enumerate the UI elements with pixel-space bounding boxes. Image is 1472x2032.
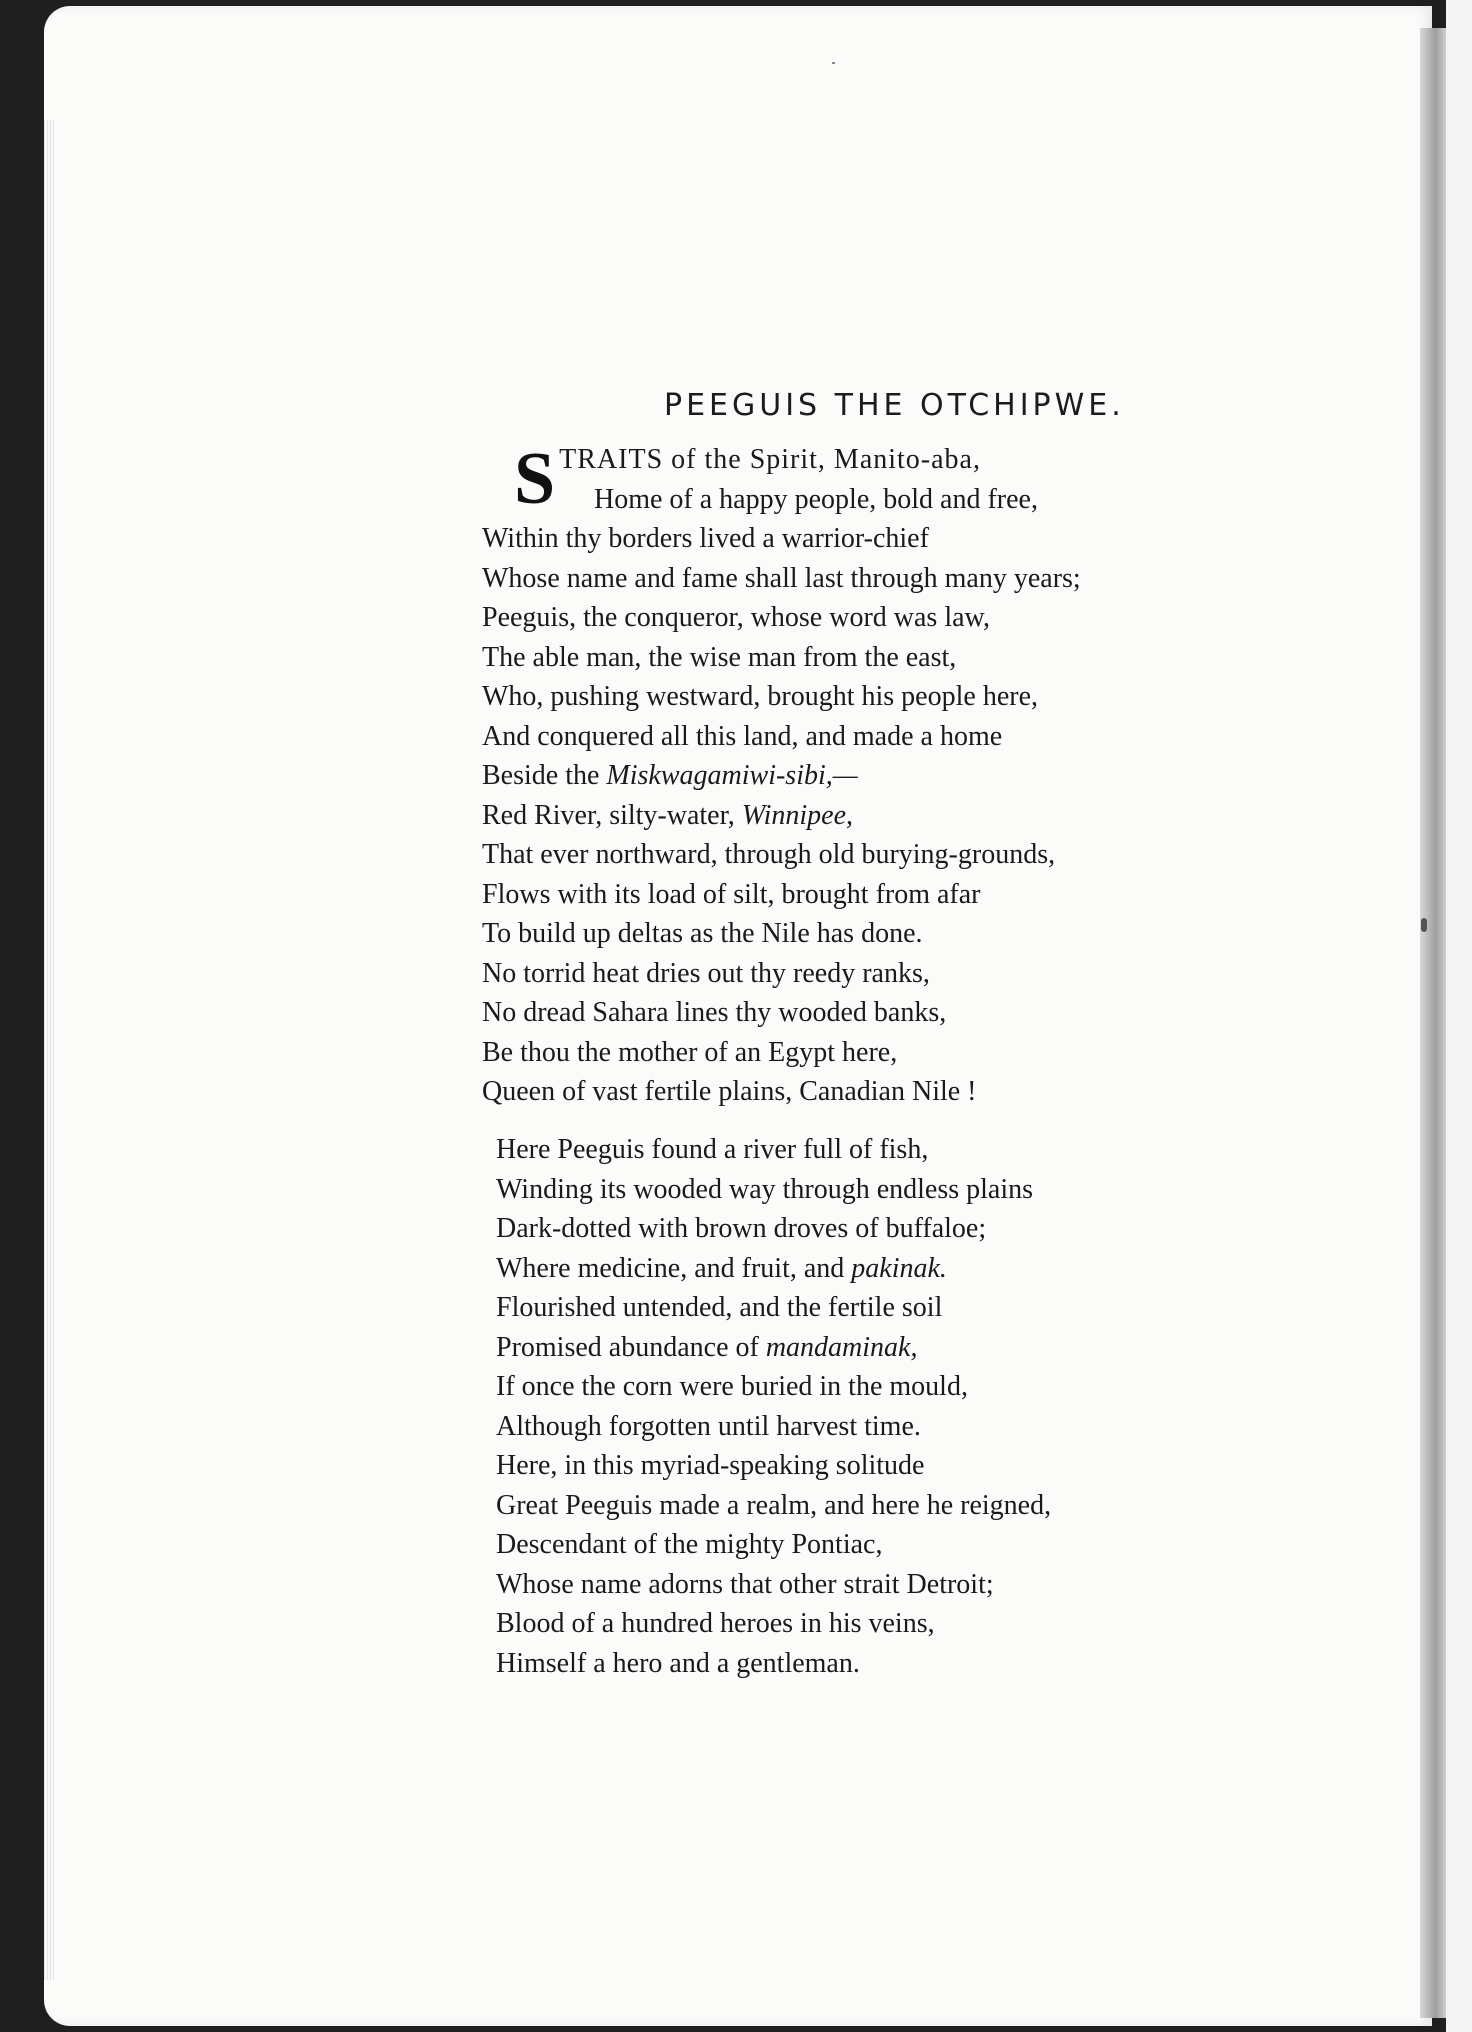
drop-cap: S [514, 438, 556, 520]
poem-text: Red River, silty-water, [482, 799, 742, 831]
poem-line: If once the corn were buried in the mould, [496, 1371, 968, 1402]
page-edge-right [1446, 0, 1472, 2032]
italic-term: mandaminak, [765, 1331, 918, 1363]
poem-line [496, 1328, 1051, 1368]
poem-line: Winding its wooded way through endless plains [496, 1173, 1034, 1205]
poem-line: That ever northward, through old burying-grounds, [482, 839, 1056, 870]
poem-line: Whose name adorns that other strait Detroit; [496, 1568, 994, 1600]
poem-text: Beside the [482, 760, 607, 791]
poem-line: Peeguis, the conqueror, whose word was law, [482, 602, 990, 633]
poem-line: Blood of a hundred heroes in his veins, [496, 1608, 935, 1639]
poem-line: And conquered all this land, and made a home [482, 720, 1003, 752]
poem-line: Queen of vast fertile plains, Canadian Nile ! [482, 1076, 977, 1107]
italic-term: Miskwagamiwi-sibi,— [606, 760, 858, 791]
margin-mark [1421, 918, 1427, 932]
poem-line: Whose name and fame shall last through many years; [482, 562, 1081, 594]
poem-line: Here, in this myriad-speaking solitude [496, 1450, 925, 1481]
poem-line: Who, pushing westward, brought his people here, [482, 681, 1038, 712]
poem-line [496, 1249, 1051, 1289]
poem-line: Although forgotten until harvest time. [496, 1410, 921, 1442]
poem-line: Descendant of the mighty Pontiac, [496, 1529, 883, 1560]
poem-text: Where medicine, and fruit, and [496, 1252, 852, 1284]
poem-line: Be thou the mother of an Egypt here, [482, 1036, 898, 1068]
poem-line: Flourished untended, and the fertile soil [496, 1292, 943, 1323]
page-edge-shadow [1420, 28, 1446, 2018]
stanza-2 [496, 1130, 1051, 1683]
poem-line: Within thy borders lived a warrior-chief [482, 523, 929, 554]
poem-line: TRAITS of the Spirit, Manito-aba, [559, 444, 981, 475]
poem-line: Flows with its load of silt, brought from afar [482, 878, 981, 910]
poem-line: Home of a happy people, bold and free, [594, 483, 1038, 515]
stanza-1 [482, 438, 1081, 1112]
poem-line [482, 796, 1081, 836]
poem-line [482, 756, 1081, 796]
italic-term: pakinak. [851, 1252, 947, 1284]
paper-speck [832, 62, 835, 64]
poem-line: The able man, the wise man from the east, [482, 641, 957, 673]
poem-line: Himself a hero and a gentleman. [496, 1647, 860, 1679]
poem-line: No torrid heat dries out thy reedy ranks, [482, 957, 930, 989]
poem-line: Dark-dotted with brown droves of buffaloe; [496, 1213, 987, 1244]
poem-line: No dread Sahara lines thy wooded banks, [482, 997, 947, 1028]
page-edges-left [44, 120, 54, 1980]
poem-text: Promised abundance of [496, 1331, 766, 1363]
italic-term: Winnipee, [741, 799, 854, 831]
poem-line: Here Peeguis found a river full of fish, [496, 1134, 929, 1165]
poem-line: Great Peeguis made a realm, and here he reigned, [496, 1489, 1052, 1521]
poem-line: To build up deltas as the Nile has done. [482, 918, 923, 949]
poem-title: PEEGUIS THE OTCHIPWE. [664, 388, 1125, 423]
